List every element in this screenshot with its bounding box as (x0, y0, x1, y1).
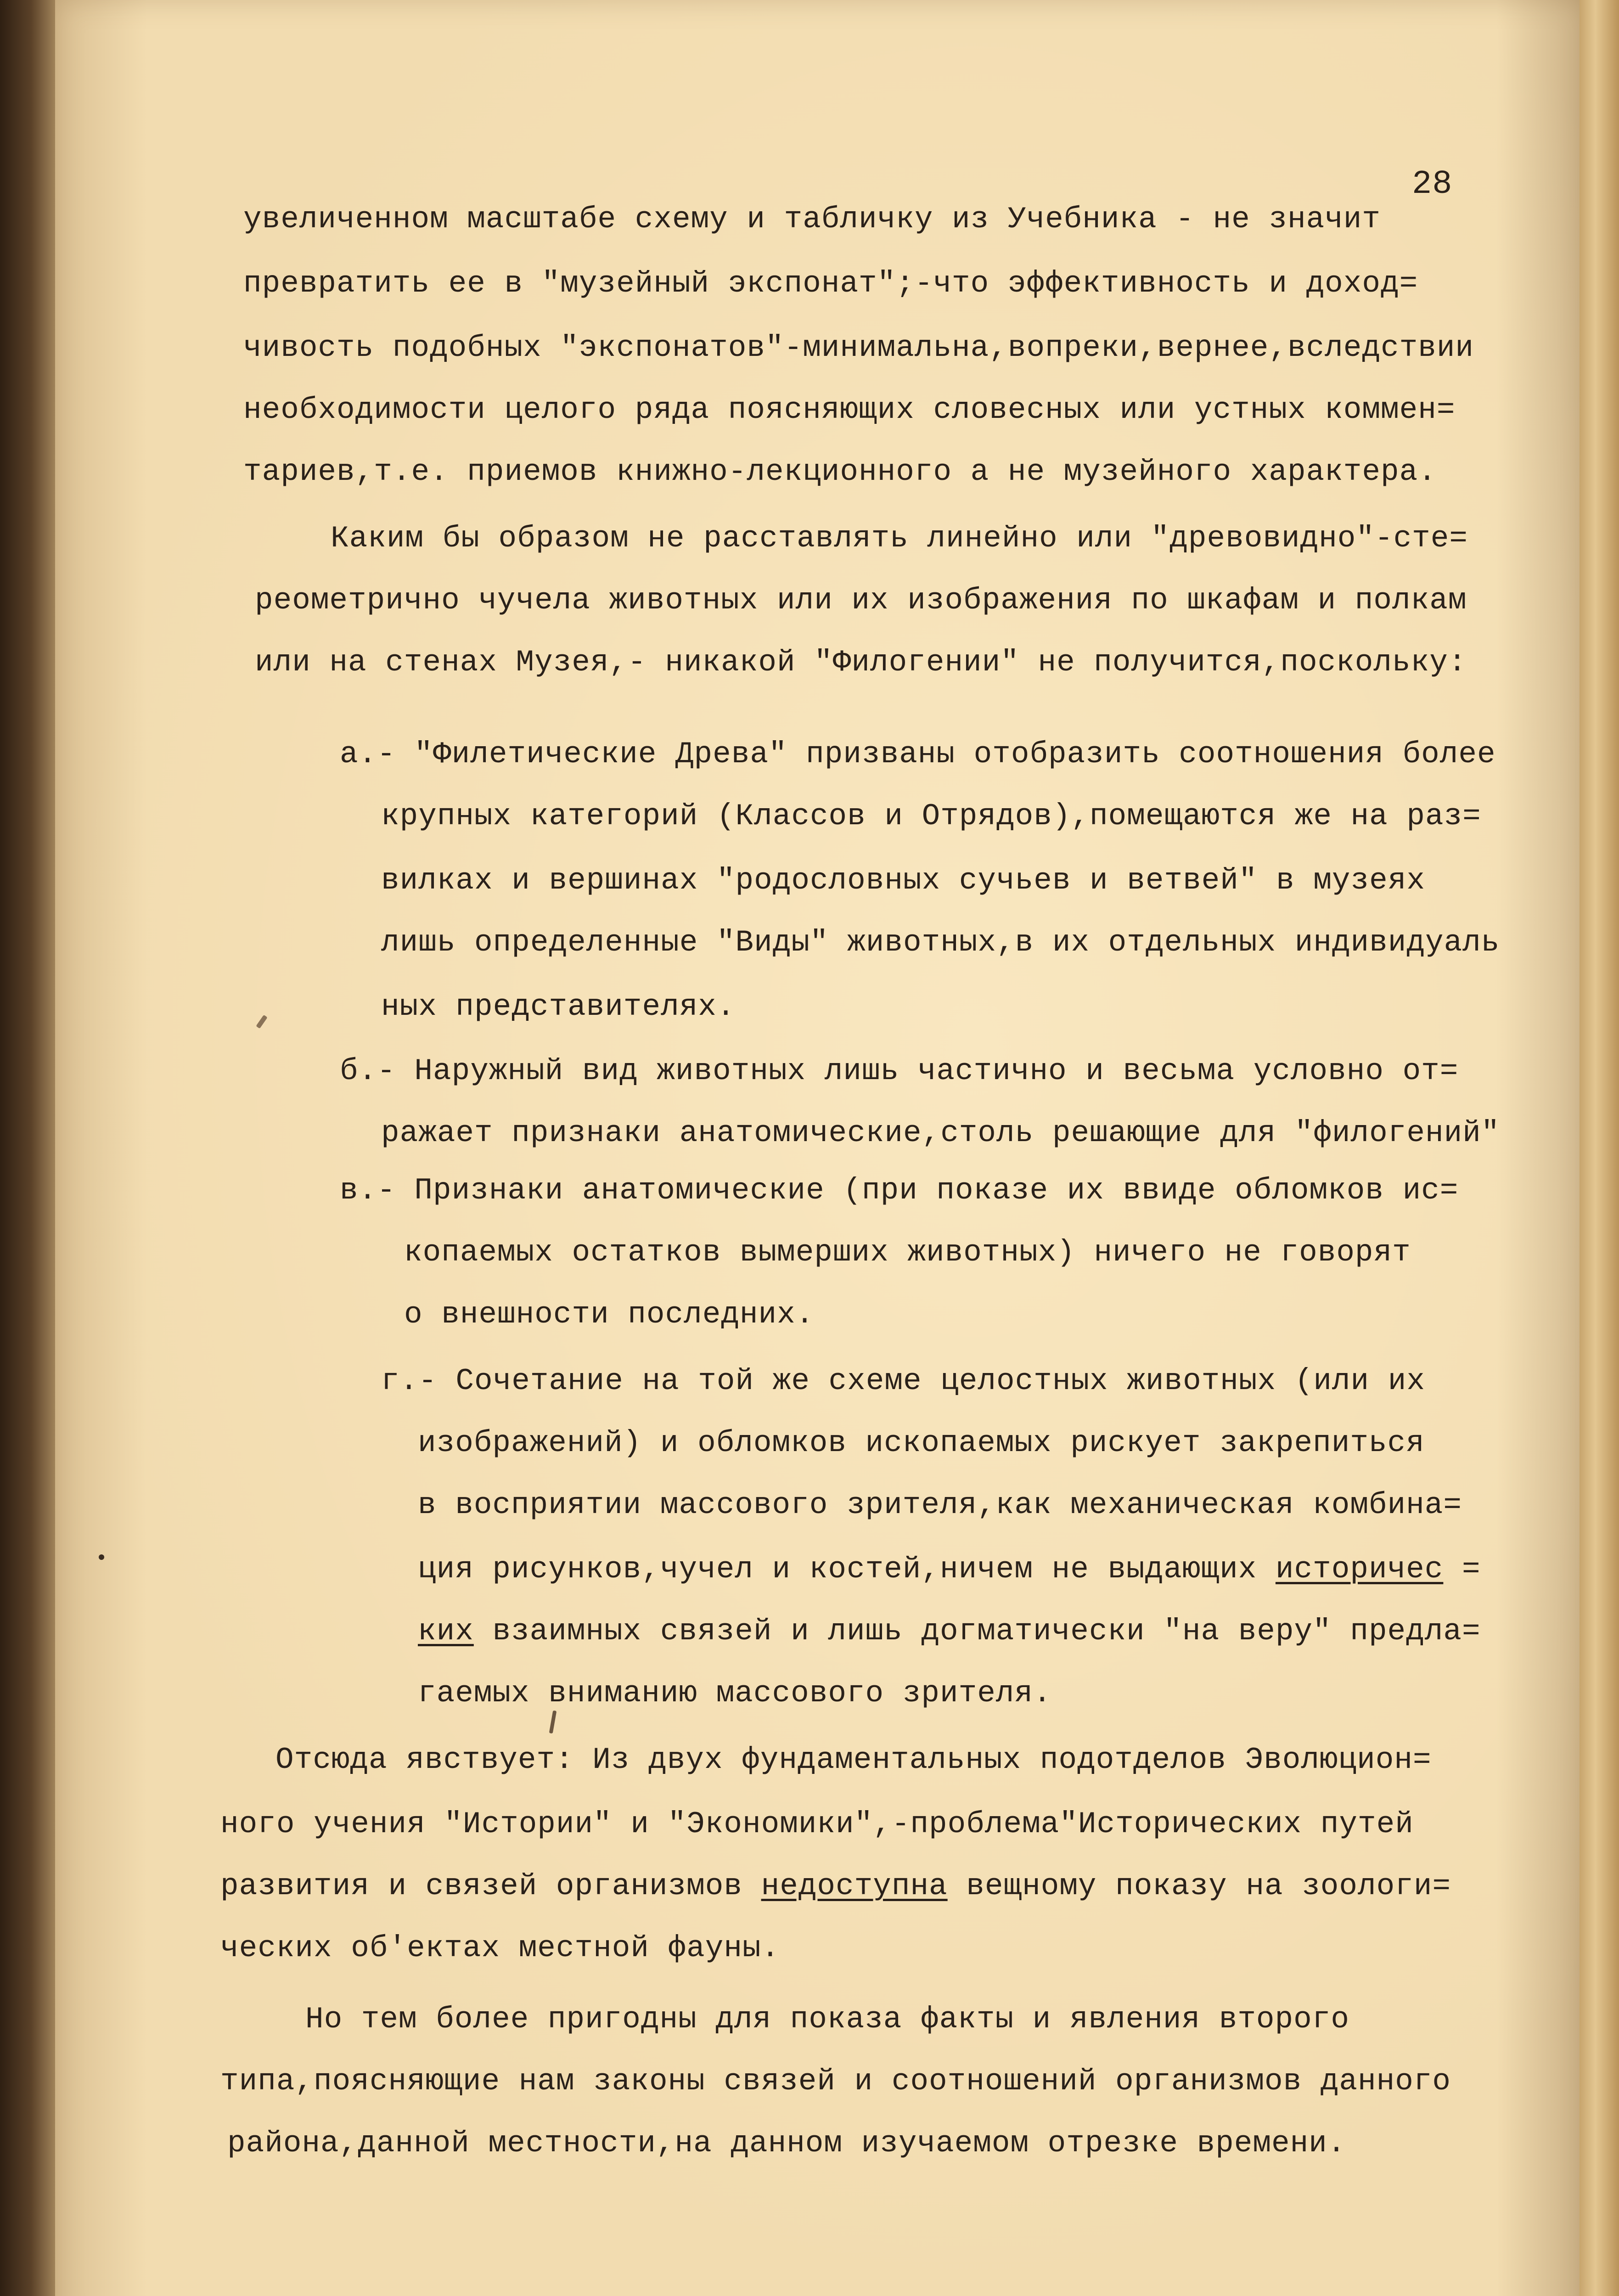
text-line: в восприятии массового зрителя,как механическая комбина= (418, 1488, 1462, 1522)
text-line (220, 1871, 1451, 1902)
text-line: превратить ее в "музейный экспонат";-что эффективность и доход= (243, 266, 1418, 301)
text-line: реометрично чучела животных или их изображения по шкафам и полкам (255, 583, 1467, 618)
text-line: копаемых остатков вымерших животных) ничего не говорят (404, 1235, 1411, 1270)
ink-speck (99, 1554, 104, 1560)
underlined-word: историчес (1275, 1552, 1444, 1587)
list-item-v: в.- Признаки анатомические (при показе их ввиде обломков ис= (340, 1173, 1459, 1208)
text-line: ческих об'ектах местной фауны. (220, 1931, 780, 1965)
text-line: лишь определенные "Виды" животных,в их отдельных индивидуаль (381, 925, 1500, 960)
text-line: крупных категорий (Классов и Отрядов),помещаются же на раз= (381, 799, 1481, 833)
text-segment: ция рисунков,чучел и костей,ничем не выдающих (418, 1552, 1257, 1587)
page-number: 28 (1412, 165, 1453, 203)
text-line: типа,поясняющие нам законы связей и соотношений организмов данного (220, 2064, 1451, 2099)
text-line: о внешности последних. (404, 1297, 815, 1332)
text-line: ражает признаки анатомические,столь решающие для "филогений" (381, 1116, 1500, 1150)
list-item-b: б.- Наружный вид животных лишь частично и весьма условно от= (340, 1054, 1459, 1088)
underlined-word: ких (418, 1614, 474, 1649)
text-line: вилках и вершинах "родословных сучьев и ветвей" в музеях (381, 863, 1425, 898)
text-segment: = (1462, 1552, 1481, 1587)
page-right-edge (1580, 0, 1619, 2296)
text-line: гаемых вниманию массового зрителя. (418, 1676, 1052, 1711)
text-line: чивость подобных "экспонатов"-минимальна,вопреки,вернее,вследствии (243, 331, 1474, 365)
list-item-g: г.- Сочетание на той же схеме целостных животных (или их (381, 1364, 1425, 1398)
text-line: Отсюда явствует: Из двух фундаментальных подотделов Эволюцион= (275, 1743, 1432, 1777)
text-segment: взаимных связей и лишь догматически "на веру" предла= (492, 1614, 1481, 1649)
text-line: ных представителях. (381, 990, 736, 1024)
text-line (418, 1616, 1481, 1647)
text-segment: развития и связей организмов (220, 1869, 742, 1903)
text-line (418, 1554, 1481, 1585)
text-line: Каким бы образом не расставлять линейно или "древовидно"-сте= (331, 521, 1468, 556)
list-item-a: а.- "Филетические Древа" призваны отобразить соотношения более (340, 737, 1496, 771)
text-line: Но тем более пригодны для показа факты и явления второго (305, 2002, 1349, 2037)
text-line: необходимости целого ряда поясняющих словесных или устных коммен= (243, 393, 1456, 427)
underlined-word: недоступна (761, 1869, 948, 1903)
text-line: увеличенном масштабе схему и табличку из Учебника - не значит (243, 202, 1381, 236)
text-line: ного учения "Истории" и "Экономики",-проблема"Исторических путей (220, 1807, 1414, 1841)
text-segment: вещному показу на зоологи= (966, 1869, 1451, 1903)
text-line: изображений) и обломков ископаемых рискует закрепиться (418, 1426, 1425, 1460)
text-line: тариев,т.е. приемов книжно-лекционного а не музейного характера. (243, 455, 1437, 489)
text-line: или на стенах Музея,- никакой "Филогении" не получится,поскольку: (255, 645, 1467, 680)
text-line: района,данной местности,на данном изучаемом отрезке времени. (227, 2126, 1346, 2161)
